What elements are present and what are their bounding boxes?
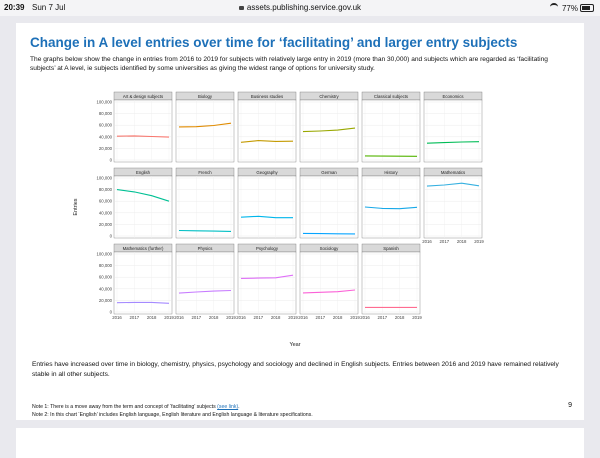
status-bar [0,0,600,16]
x-tick-label: 2016 [298,315,308,320]
y-tick-label: 20,000 [99,222,113,227]
y-tick-label: 80,000 [99,187,113,192]
y-tick-label: 0 [110,158,113,163]
small-multiples-chart [16,23,584,358]
x-tick-label: 2018 [271,315,281,320]
panel-title-german: German [321,170,337,175]
series-line-german [303,233,355,234]
y-tick-label: 0 [110,234,113,239]
battery-icon [580,4,594,12]
battery-percent: 77% [562,4,578,13]
y-tick-label: 40,000 [99,134,113,139]
summary-paragraph: Entries have increased over time in biology, chemistry, physics, psychology and sociology and declined in English subjects. Entries between 2016 and 2019 have remained relatively stable in all other subjects. [32,360,572,379]
panel-area-biology [176,100,234,162]
panel-area-french [176,176,234,238]
y-tick-label: 0 [110,310,113,315]
url-text: assets.publishing.service.gov.uk [247,3,361,12]
x-tick-label: 2019 [474,239,484,244]
panel-title-spanish: Spanish [383,246,399,251]
note-1-end: . [238,404,239,410]
panel-area-german [300,176,358,238]
panel-area-spanish [362,252,420,314]
panel-title-mathematics: Mathematics [441,170,465,175]
x-tick-label: 2017 [378,315,388,320]
status-date: Sun 7 Jul [32,3,65,12]
document-page [16,23,584,420]
x-tick-label: 2018 [333,315,343,320]
y-tick-label: 60,000 [99,275,113,280]
y-tick-label: 40,000 [99,286,113,291]
panel-area-english [114,176,172,238]
y-tick-label: 20,000 [99,146,113,151]
panel-title-art-design-subjects: Art & design subjects [123,94,163,99]
lock-icon [239,6,244,10]
x-tick-label: 2017 [192,315,202,320]
x-tick-label: 2018 [147,315,157,320]
notes [32,404,572,419]
y-tick-label: 100,000 [96,100,112,105]
x-axis-title: Year [289,342,300,348]
x-tick-label: 2018 [209,315,219,320]
panel-area-art-design-subjects [114,100,172,162]
y-tick-label: 80,000 [99,263,113,268]
panel-title-chemistry: Chemistry [319,94,339,99]
x-tick-label: 2017 [316,315,326,320]
panel-area-sociology [300,252,358,314]
x-tick-label: 2017 [440,239,450,244]
panel-title-classical-subjects: Classical subjects [374,94,408,99]
x-tick-label: 2018 [457,239,467,244]
address-bar[interactable] [0,3,600,12]
note-1-text: Note 1: There is a move away from the term and concept of ‘facilitating’ subjects [32,404,216,410]
x-tick-label: 2018 [395,315,405,320]
panel-area-mathematics-further [114,252,172,314]
x-tick-label: 2019 [350,315,360,320]
panel-title-sociology: Sociology [320,246,339,251]
y-tick-label: 40,000 [99,210,113,215]
page-title: Change in A level entries over time for ‘facilitating’ and larger entry subjects [30,35,517,50]
panel-title-history: History [384,170,398,175]
next-page [16,428,584,458]
y-tick-label: 20,000 [99,298,113,303]
panel-title-economics: Economics [442,94,463,99]
panel-title-business-studies: Business studies [251,94,283,99]
panel-area-classical-subjects [362,100,420,162]
y-tick-label: 80,000 [99,111,113,116]
x-tick-label: 2016 [174,315,184,320]
x-tick-label: 2016 [360,315,370,320]
y-axis-title: Entries [73,198,79,215]
x-tick-label: 2016 [236,315,246,320]
panel-title-physics: Physics [198,246,213,251]
panel-area-economics [424,100,482,162]
panel-title-french: French [198,170,212,175]
panel-area-physics [176,252,234,314]
x-tick-label: 2016 [112,315,122,320]
wifi-icon [550,3,558,11]
x-tick-label: 2019 [412,315,422,320]
panel-title-english: English [136,170,151,175]
x-tick-label: 2017 [130,315,140,320]
note-2: Note 2: In this chart ‘English’ includes English language, English literature and English language & literature specifications. [32,412,572,420]
panel-area-geography [238,176,296,238]
x-tick-label: 2019 [226,315,236,320]
intro-text: The graphs below show the change in entries from 2016 to 2019 for subjects with relatively large entry in 2019 (more than 30,000) and subjects which are regarded as ‘facilitating subjects’ at A level, ie subjects identified by some universities as giving the widest range of options for university study. [30,55,570,73]
x-tick-label: 2019 [164,315,174,320]
y-tick-label: 100,000 [96,176,112,181]
x-tick-label: 2019 [288,315,298,320]
status-right [550,3,594,13]
page-number: 9 [568,402,572,409]
x-tick-label: 2017 [254,315,264,320]
panel-title-mathematics-further: Mathematics (further) [123,246,164,251]
y-tick-label: 60,000 [99,199,113,204]
panel-title-psychology: Psychology [256,246,279,251]
y-tick-label: 60,000 [99,123,113,128]
x-tick-label: 2016 [422,239,432,244]
panel-title-biology: Biology [198,94,213,99]
note-1 [32,404,572,412]
see-link[interactable]: (see link) [217,404,238,410]
panel-title-geography: Geography [256,170,278,175]
panel-area-psychology [238,252,296,314]
status-time: 20:39 [4,3,24,12]
y-tick-label: 100,000 [96,252,112,257]
panel-area-business-studies [238,100,296,162]
